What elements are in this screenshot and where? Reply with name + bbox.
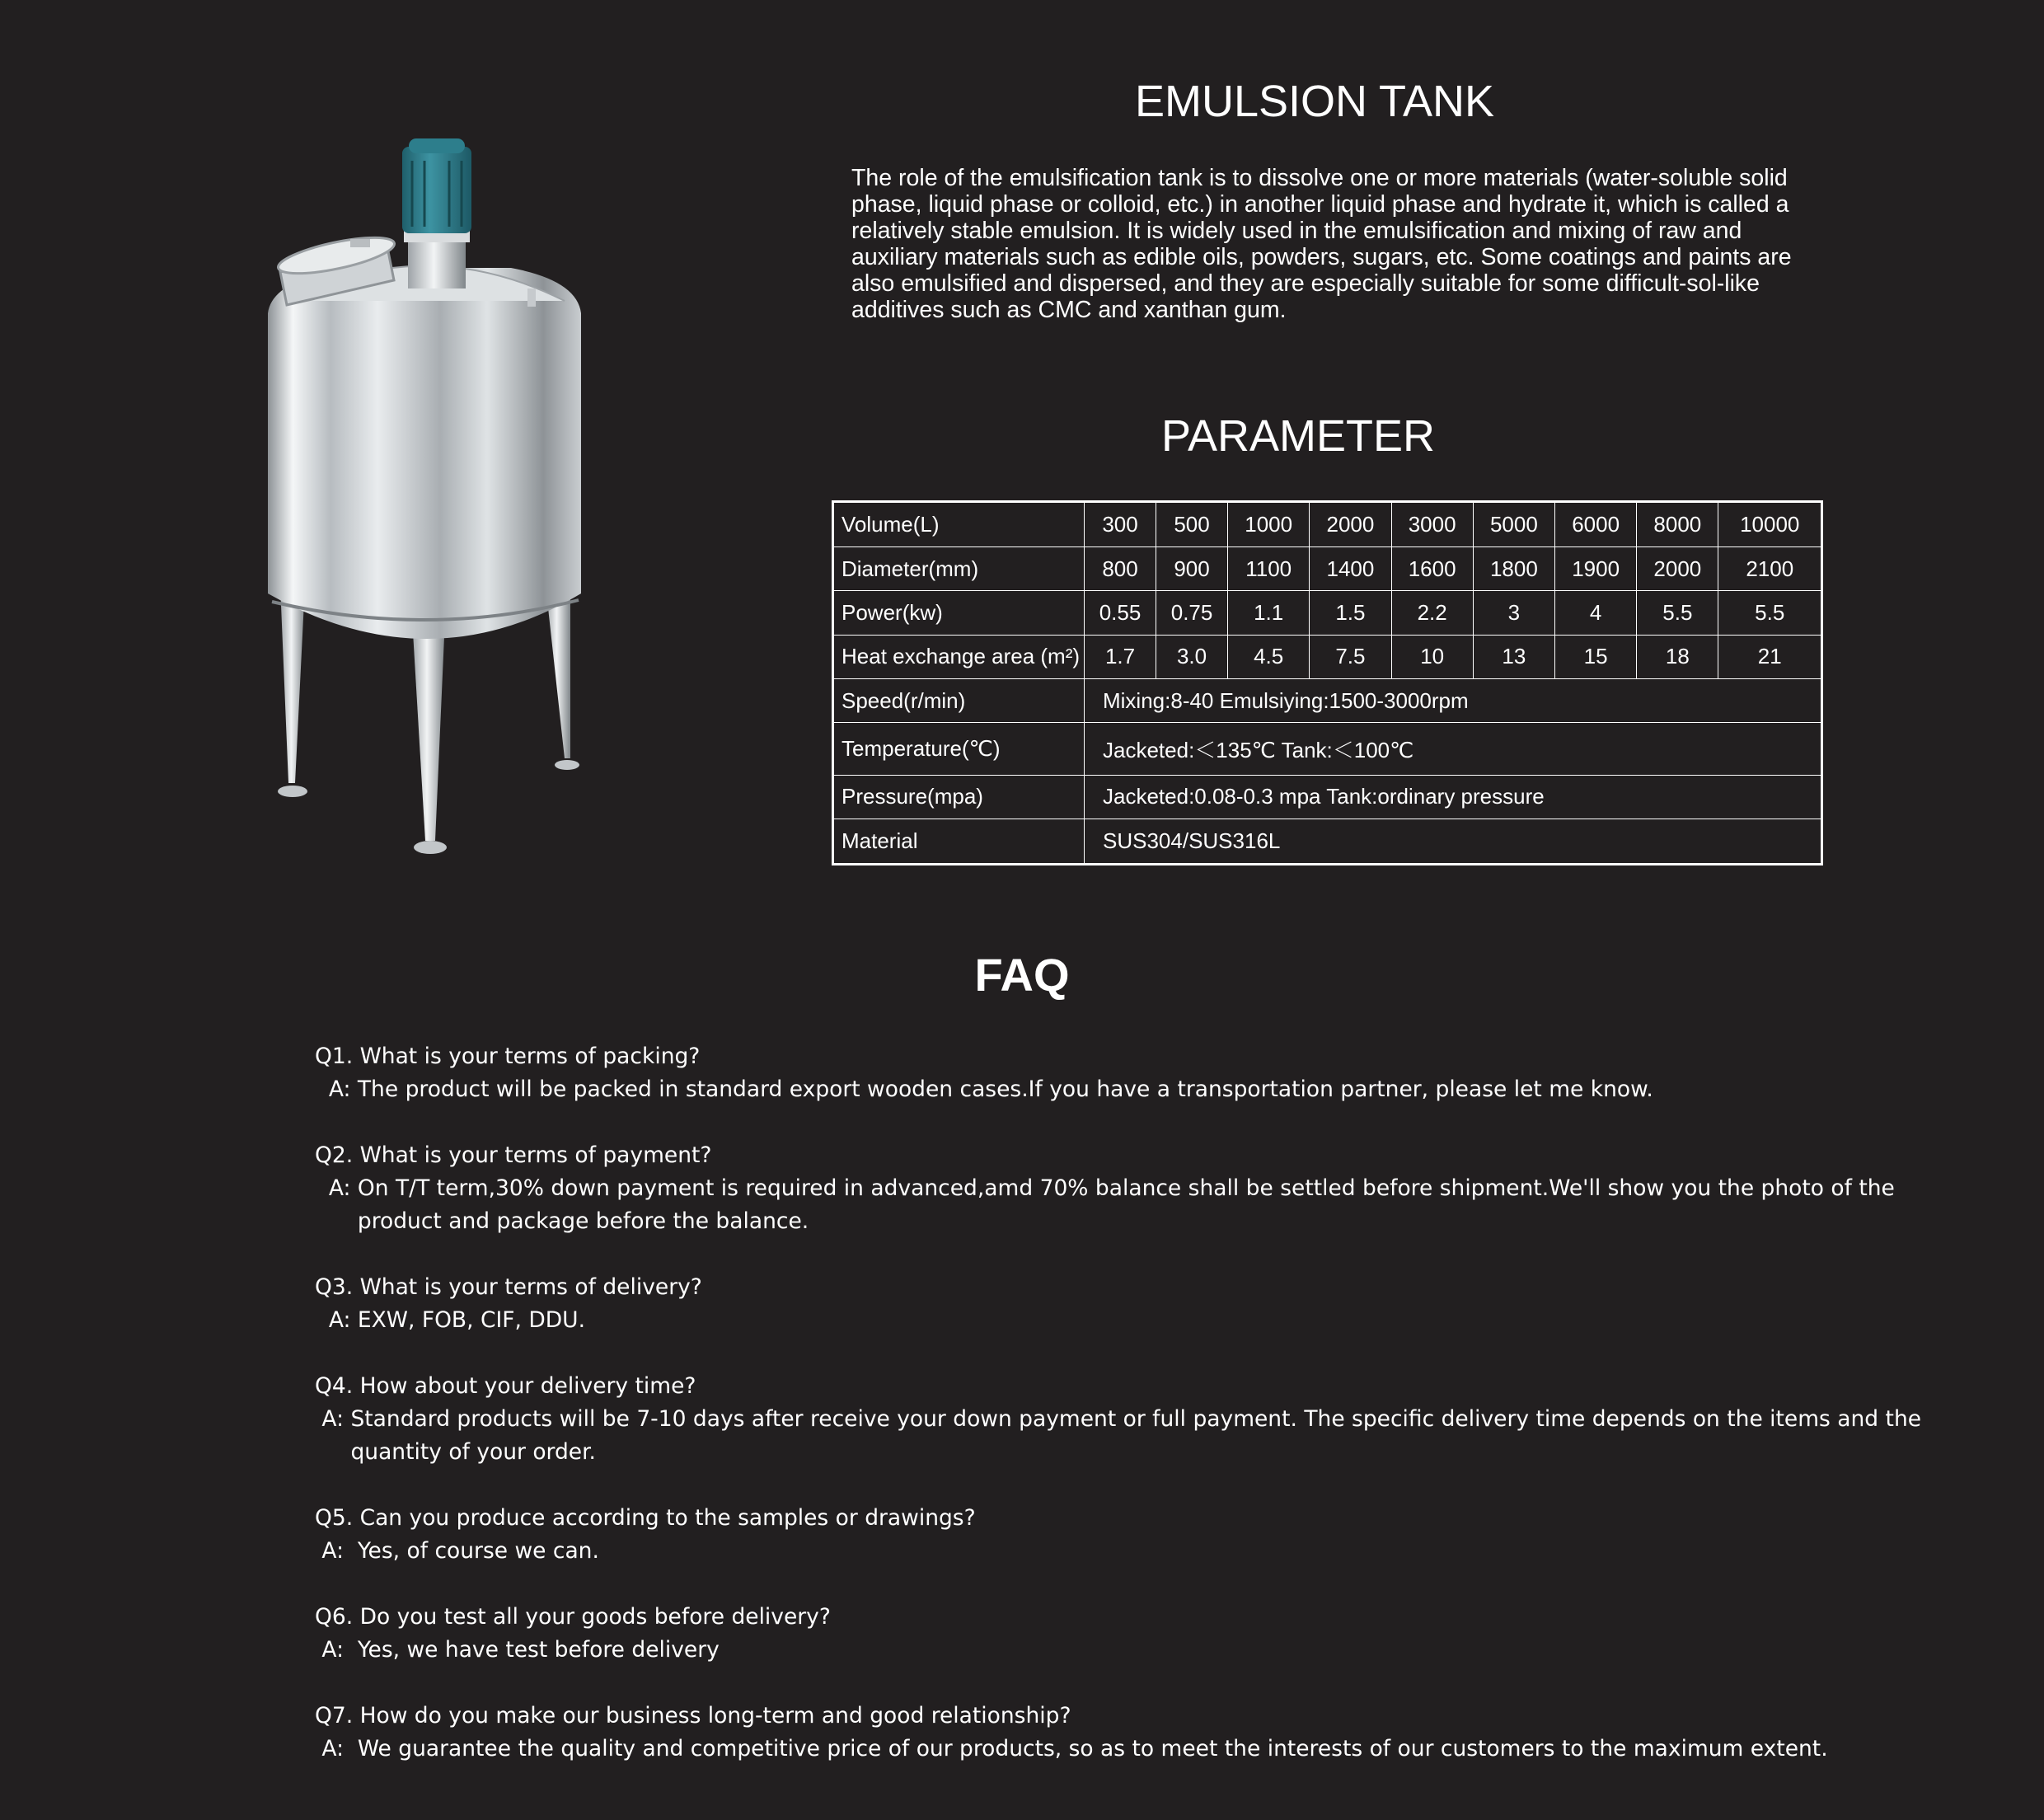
page-title: EMULSION TANK	[1134, 77, 1495, 126]
table-cell: 3.0	[1156, 635, 1228, 678]
table-row-material	[833, 819, 1822, 864]
faq-answer: The product will be packed in standard export wooden cases.If you have a transportation partner, please let me know.	[357, 1077, 1653, 1102]
row-label: Speed(r/min)	[833, 678, 1085, 722]
table-cell: 800	[1085, 547, 1156, 591]
faq-item	[315, 1502, 1930, 1601]
faq-question: Q6. Do you test all your goods before delivery?	[315, 1604, 831, 1630]
table-cell: 1600	[1391, 547, 1473, 591]
table-cell: 300	[1085, 502, 1156, 547]
table-cell: 13	[1473, 635, 1554, 678]
table-cell: 10000	[1718, 502, 1822, 547]
table-cell: 0.55	[1085, 591, 1156, 635]
table-cell: 7.5	[1310, 635, 1391, 678]
answer-prefix: A:	[315, 1736, 358, 1761]
table-cell: 2.2	[1391, 591, 1473, 635]
intro-text: The role of the emulsification tank is to dissolve one or more materials (water-soluble solid phase, liquid phase or colloid, etc.) in another liquid phase and hydrate it, which is called a relatively stable emulsion. It is widely used in the emulsification and mixing of raw and auxiliary materials such as edible oils, powders, sugars, etc. Some coatings and paints are also emulsified and dispersed, and they are especially suitable for some difficult-sol-like additives such as CMC and xanthan gum.	[851, 165, 1792, 323]
table-cell: 6000	[1555, 502, 1637, 547]
table-cell: 1.5	[1310, 591, 1391, 635]
faq-item	[315, 1040, 1930, 1139]
answer-prefix: A:	[315, 1538, 358, 1564]
faq-list	[315, 1040, 1930, 1799]
faq-question: Q3. What is your terms of delivery?	[315, 1274, 702, 1300]
table-cell: 500	[1156, 502, 1228, 547]
parameter-table	[832, 500, 1823, 865]
table-cell: 2100	[1718, 547, 1822, 591]
table-row-pressure	[833, 775, 1822, 819]
faq-question: Q1. What is your terms of packing?	[315, 1044, 701, 1069]
table-cell-wide: Jacketed:＜135℃ Tank:＜100℃	[1085, 723, 1822, 775]
table-cell: 1100	[1228, 547, 1310, 591]
table-cell: 1800	[1473, 547, 1554, 591]
table-cell: 3	[1473, 591, 1554, 635]
table-row-temperature	[833, 723, 1822, 775]
faq-question: Q7. How do you make our business long-term and good relationship?	[315, 1703, 1071, 1729]
faq-answer: Standard products will be 7-10 days after receive your down payment or full payment. The specific delivery time depends on the items and the quantity of your order.	[350, 1406, 1922, 1465]
table-cell: 15	[1555, 635, 1637, 678]
table-row-volume	[833, 502, 1822, 547]
table-cell: 2000	[1637, 547, 1718, 591]
table-cell-wide: Mixing:8-40 Emulsiying:1500-3000rpm	[1085, 678, 1822, 722]
answer-prefix: A:	[315, 1637, 358, 1663]
faq-item	[315, 1271, 1930, 1370]
faq-answer: Yes, we have test before delivery	[357, 1637, 720, 1663]
faq-answer: We guarantee the quality and competitive price of our products, so as to meet the interests of our customers to the maximum extent.	[357, 1736, 1828, 1761]
faq-title: FAQ	[974, 949, 1070, 1001]
answer-prefix: A:	[315, 1406, 351, 1432]
row-label: Material	[833, 819, 1085, 864]
row-label: Power(kw)	[833, 591, 1085, 635]
table-cell: 900	[1156, 547, 1228, 591]
table-cell: 5.5	[1718, 591, 1822, 635]
table-cell: 10	[1391, 635, 1473, 678]
answer-prefix: A:	[315, 1175, 358, 1201]
row-label: Temperature(℃)	[833, 723, 1085, 775]
table-cell: 1.7	[1085, 635, 1156, 678]
table-cell: 21	[1718, 635, 1822, 678]
faq-question: Q2. What is your terms of payment?	[315, 1142, 712, 1168]
table-cell-wide: SUS304/SUS316L	[1085, 819, 1822, 864]
faq-answer: Yes, of course we can.	[357, 1538, 599, 1564]
table-row-diameter	[833, 547, 1822, 591]
table-cell: 5000	[1473, 502, 1554, 547]
answer-prefix: A:	[315, 1077, 358, 1102]
faq-item	[315, 1370, 1930, 1502]
table-cell: 1000	[1228, 502, 1310, 547]
table-cell: 4.5	[1228, 635, 1310, 678]
faq-question: Q5. Can you produce according to the samples or drawings?	[315, 1505, 976, 1531]
faq-item	[315, 1700, 1930, 1799]
table-cell: 0.75	[1156, 591, 1228, 635]
faq-item	[315, 1601, 1930, 1700]
table-cell-wide: Jacketed:0.08-0.3 mpa Tank:ordinary pressure	[1085, 775, 1822, 819]
table-row-heat-exchange	[833, 635, 1822, 678]
table-cell: 4	[1555, 591, 1637, 635]
table-cell: 3000	[1391, 502, 1473, 547]
answer-prefix: A:	[315, 1307, 358, 1333]
table-cell: 1.1	[1228, 591, 1310, 635]
table-cell: 5.5	[1637, 591, 1718, 635]
table-cell: 8000	[1637, 502, 1718, 547]
parameter-title: PARAMETER	[1160, 411, 1436, 461]
faq-answer: EXW, FOB, CIF, DDU.	[357, 1307, 585, 1333]
table-cell: 1900	[1555, 547, 1637, 591]
table-cell: 18	[1637, 635, 1718, 678]
row-label: Heat exchange area (m²)	[833, 635, 1085, 678]
row-label: Pressure(mpa)	[833, 775, 1085, 819]
table-cell: 2000	[1310, 502, 1391, 547]
row-label: Volume(L)	[833, 502, 1085, 547]
faq-answer: On T/T term,30% down payment is required in advanced,amd 70% balance shall be settled before shipment.We'll show you the photo of the product and package before the balance.	[357, 1175, 1895, 1234]
row-label: Diameter(mm)	[833, 547, 1085, 591]
emulsion-tank-image	[247, 124, 610, 865]
table-row-speed	[833, 678, 1822, 722]
faq-item	[315, 1139, 1930, 1271]
faq-question: Q4. How about your delivery time?	[315, 1373, 696, 1399]
table-cell: 1400	[1310, 547, 1391, 591]
table-row-power	[833, 591, 1822, 635]
